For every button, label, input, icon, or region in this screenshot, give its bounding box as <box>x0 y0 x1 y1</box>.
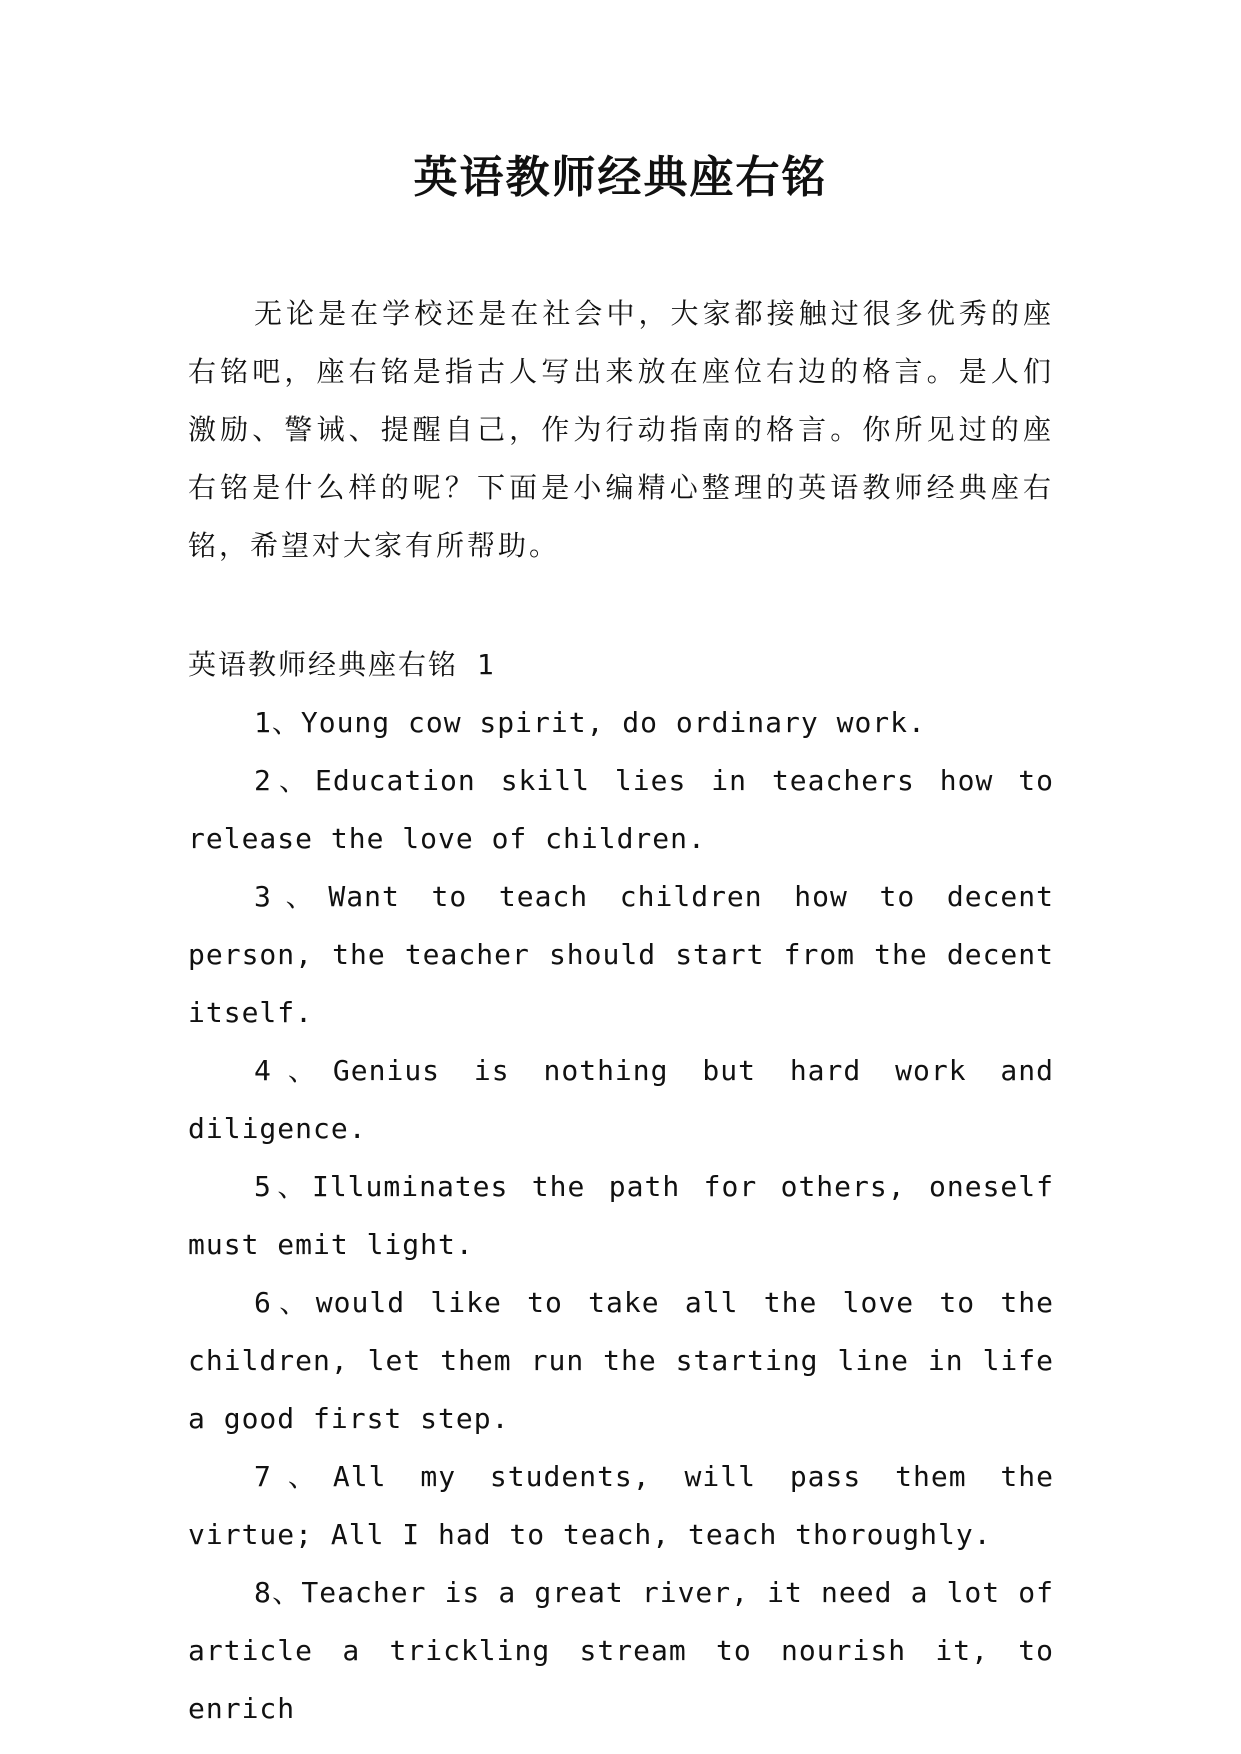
section-heading: 英语教师经典座右铭 1 <box>188 648 496 681</box>
quote-item-4: 4、Genius is nothing but hard work and diligence. <box>188 1054 1054 1145</box>
quote-item-5: 5、Illuminates the path for others, oneself must emit light. <box>188 1170 1054 1261</box>
quote-item-1: 1、Young cow spirit, do ordinary work. <box>254 706 926 739</box>
quote-item-8: 8、Teacher is a great river, it need a lot of article a trickling stream to nourish it, to enrich <box>188 1576 1054 1725</box>
quote-item-6: 6、would like to take all the love to the children, let them run the starting line in life a good first step. <box>188 1286 1054 1435</box>
quote-item-2: 2、Education skill lies in teachers how to release the love of children. <box>188 764 1054 855</box>
intro-paragraph: 无论是在学校还是在社会中，大家都接触过很多优秀的座右铭吧，座右铭是指古人写出来放在座位右边的格言。是人们激励、警诫、提醒自己，作为行动指南的格言。你所见过的座右铭是什么样的呢？下面是小编精心整理的英语教师经典座右铭，希望对大家有所帮助。 <box>188 297 1054 562</box>
document-title: 英语教师经典座右铭 <box>413 152 828 203</box>
quote-list <box>188 694 1054 1738</box>
quote-item-7: 7、All my students, will pass them the virtue; All I had to teach, teach thoroughly. <box>188 1460 1054 1551</box>
quote-item-3: 3、Want to teach children how to decent person, the teacher should start from the decent itself. <box>188 880 1054 1029</box>
